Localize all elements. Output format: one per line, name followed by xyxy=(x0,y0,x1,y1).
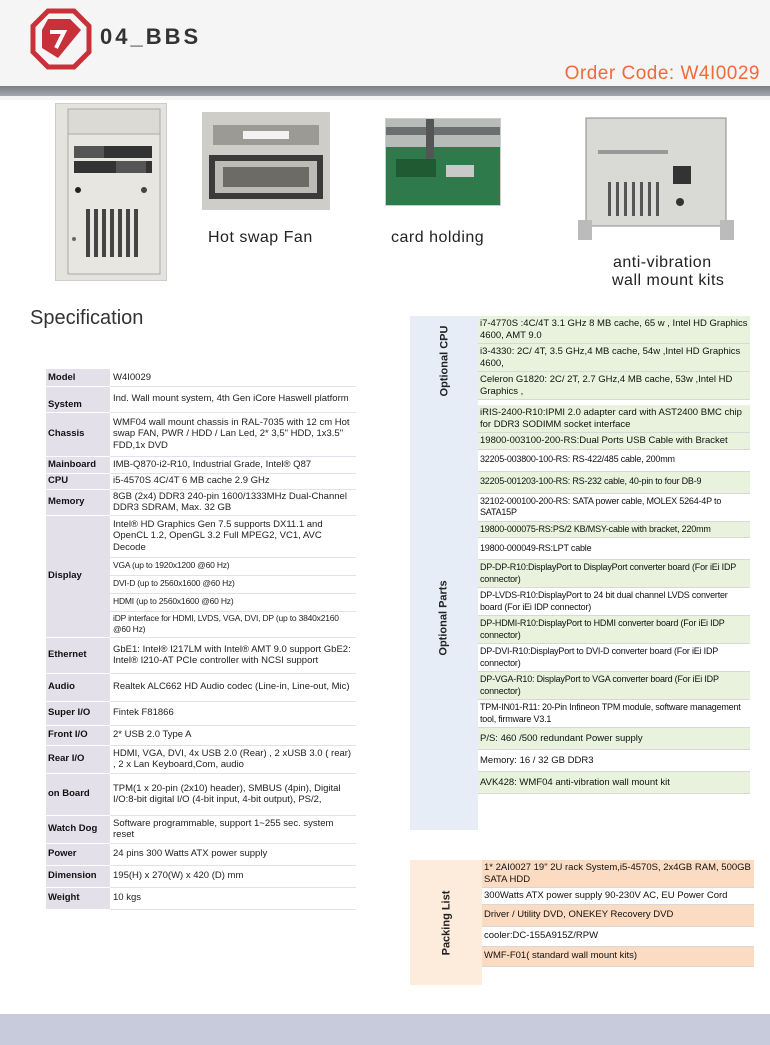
optional-cpu-item: i7-4770S :4C/4T 3.1 GHz 8 MB cache, 65 w , Intel HD Graphics 4600, AMT 9.0 xyxy=(478,316,750,344)
spec-value: Software programmable, support 1~255 sec. system reset xyxy=(110,815,356,843)
optional-cpu-row xyxy=(478,344,750,372)
optional-parts-row xyxy=(478,449,750,471)
optional-parts-item: P/S: 460 /500 redundant Power supply xyxy=(478,728,750,750)
chassis-photo xyxy=(55,103,167,281)
packing-list-label-cell xyxy=(410,860,482,985)
optional-cpu-label-cell xyxy=(410,316,478,405)
spec-key: Power xyxy=(46,843,110,865)
spec-key: Front I/O xyxy=(46,725,110,745)
spec-key: Display xyxy=(46,515,110,637)
optional-parts-row xyxy=(478,560,750,588)
optional-parts-row xyxy=(478,616,750,644)
packing-list-item: WMF-F01( standard wall mount kits) xyxy=(482,946,754,966)
optional-parts-row xyxy=(478,433,750,450)
spec-key: Model xyxy=(46,369,110,386)
optional-parts-item: TPM-IN01-R11: 20-Pin Infineon TPM module, software management tool, firmware V3.1 xyxy=(478,700,750,728)
spec-row-watchdog xyxy=(46,815,356,843)
spec-value: 8GB (2x4) DDR3 240-pin 1600/1333MHz Dual-Channel DDR3 SDRAM, Max. 32 GB xyxy=(110,489,356,515)
optional-parts-item: DP-DP-R10:DisplayPort to DisplayPort converter board (For iEi IDP connector) xyxy=(478,560,750,588)
header xyxy=(0,0,770,100)
optional-parts-row xyxy=(478,471,750,493)
caption-hot-swap-fan: Hot swap Fan xyxy=(208,229,313,246)
spec-value: Realtek ALC662 HD Audio codec (Line-in, Line-out, Mic) xyxy=(110,673,356,701)
spec-row-ethernet xyxy=(46,637,356,673)
optional-cpu-item: i3-4330: 2C/ 4T, 3.5 GHz,4 MB cache, 54w ,Intel HD Graphics 4600, xyxy=(478,344,750,372)
optional-parts-row xyxy=(478,588,750,616)
caption-anti-vibration: anti-vibration xyxy=(613,254,712,271)
spec-row-dimension xyxy=(46,865,356,887)
optional-parts-item: DP-HDMI-R10:DisplayPort to HDMI converter board (For iEi IDP connector) xyxy=(478,616,750,644)
caption-wall-mount-kits: wall mount kits xyxy=(612,272,725,289)
spec-key: on Board xyxy=(46,773,110,815)
optional-parts-row xyxy=(478,750,750,772)
optional-parts-item: 19800-000049-RS:LPT cable xyxy=(478,538,750,560)
spec-row-memory xyxy=(46,489,356,515)
spec-key: Chassis xyxy=(46,412,110,456)
spec-value: IMB-Q870-i2-R10, Industrial Grade, Intel® Q87 xyxy=(110,456,356,473)
order-code: Order Code: W4I0029 xyxy=(564,63,760,84)
optional-cpu-row xyxy=(478,316,750,344)
logo-icon xyxy=(30,8,92,70)
spec-value: WMF04 wall mount chassis in RAL-7035 with 12 cm Hot swap FAN, PWR / HDD / Lan Led, 2* 3,5" HDD, 1x3.5" FDD,1x DVD xyxy=(110,412,356,456)
spec-key: CPU xyxy=(46,473,110,489)
spec-value: GbE1: Intel® I217LM with Intel® AMT 9.0 support GbE2: Intel® I210-AT PCIe controller with NCSI support xyxy=(110,637,356,673)
wall-mount-photo xyxy=(568,110,746,244)
spec-value: 24 pins 300 Watts ATX power supply xyxy=(110,843,356,865)
optional-parts-item: 32205-003800-100-RS: RS-422/485 cable, 200mm xyxy=(478,449,750,471)
spec-value: 10 kgs xyxy=(110,887,356,909)
optional-parts-item: DP-LVDS-R10:DisplayPort to 24 bit dual channel LVDS converter board (For iEi IDP connector) xyxy=(478,588,750,616)
spec-value: iDP interface for HDMI, LVDS, VGA, DVI, DP (up to 3840x2160 @60 Hz) xyxy=(110,611,356,637)
caption-card-holding: card holding xyxy=(391,229,485,246)
packing-list-row xyxy=(482,888,754,905)
spec-value: 2* USB 2.0 Type A xyxy=(110,725,356,745)
hot-swap-fan-photo xyxy=(202,112,330,210)
spec-key: Dimension xyxy=(46,865,110,887)
optional-parts-row xyxy=(478,493,750,521)
optional-parts-item: AVK428: WMF04 anti-vibration wall mount kit xyxy=(478,772,750,794)
spec-key: Watch Dog xyxy=(46,815,110,843)
spec-key: Rear I/O xyxy=(46,745,110,773)
spec-title: Specification xyxy=(30,307,144,329)
spec-value: HDMI (up to 2560x1600 @60 Hz) xyxy=(110,593,356,611)
packing-list-item: Driver / Utility DVD, ONEKEY Recovery DVD xyxy=(482,904,754,926)
spec-row-mainboard xyxy=(46,456,356,473)
spec-value: i5-4570S 4C/4T 6 MB cache 2.9 GHz xyxy=(110,473,356,489)
spec-key: Mainboard xyxy=(46,456,110,473)
optional-cpu-table xyxy=(478,316,750,400)
header-bar xyxy=(0,86,770,96)
spec-value: W4I0029 xyxy=(110,369,356,386)
spec-row-cpu xyxy=(46,473,356,489)
optional-parts-row xyxy=(478,728,750,750)
spec-row-superio xyxy=(46,701,356,725)
spec-row-reario xyxy=(46,745,356,773)
spec-key: System xyxy=(46,386,110,412)
optional-parts-item: Memory: 16 / 32 GB DDR3 xyxy=(478,750,750,772)
optional-cpu-item: Celeron G1820: 2C/ 2T, 2.7 GHz,4 MB cache, 53w ,Intel HD Graphics , xyxy=(478,372,750,400)
spec-row-frontio xyxy=(46,725,356,745)
optional-parts-row xyxy=(478,772,750,794)
spec-value: Fintek F81866 xyxy=(110,701,356,725)
spec-value: VGA (up to 1920x1200 @60 Hz) xyxy=(110,557,356,575)
optional-cpu-label: Optional CPU xyxy=(438,325,451,396)
optional-parts-item: iRIS-2400-R10:IPMI 2.0 adapter card with AST2400 BMC chip for DDR3 SODIMM socket interface xyxy=(478,405,750,433)
spec-row-display xyxy=(46,515,356,557)
spec-key: Ethernet xyxy=(46,637,110,673)
spec-row-weight xyxy=(46,887,356,909)
optional-parts-item: DP-DVI-R10:DisplayPort to DVI-D converter board (For iEi IDP connector) xyxy=(478,644,750,672)
optional-parts-row xyxy=(478,538,750,560)
spec-row-power xyxy=(46,843,356,865)
spec-key: Weight xyxy=(46,887,110,909)
packing-list-item: 1* 2AI0027 19" 2U rack System,i5-4570S, 2x4GB RAM, 500GB SATA HDD xyxy=(482,860,754,888)
optional-parts-item: 19800-000075-RS:PS/2 KB/MSY-cable with bracket, 220mm xyxy=(478,521,750,538)
optional-parts-item: 32205-001203-100-RS: RS-232 cable, 40-pin to four DB-9 xyxy=(478,471,750,493)
optional-parts-item: 19800-003100-200-RS:Dual Ports USB Cable with Bracket xyxy=(478,433,750,450)
spec-value: Ind. Wall mount system, 4th Gen iCore Haswell platform xyxy=(110,386,356,412)
spec-row-audio xyxy=(46,673,356,701)
optional-parts-row xyxy=(478,672,750,700)
optional-parts-row xyxy=(478,521,750,538)
footer-bar xyxy=(0,1014,770,1045)
optional-parts-label-cell xyxy=(410,405,478,830)
spec-row-system xyxy=(46,386,356,412)
spec-value: Intel® HD Graphics Gen 7.5 supports DX11.1 and OpenCL 1.2, OpenGL 3.2 Full MPEG2, VC1, AVC Decode xyxy=(110,515,356,557)
packing-list-item: 300Watts ATX power supply 90-230V AC, EU Power Cord xyxy=(482,888,754,905)
card-holding-photo xyxy=(385,118,501,206)
spec-value: TPM(1 x 20-pin (2x10) header), SMBUS (4pin), Digital I/O:8-bit digital I/O (4-bit input, 4-bit output), PS/2, xyxy=(110,773,356,815)
spec-table xyxy=(46,369,356,910)
spec-key: Memory xyxy=(46,489,110,515)
packing-list-item: cooler:DC-155A915Z/RPW xyxy=(482,926,754,946)
spec-value: 195(H) x 270(W) x 420 (D) mm xyxy=(110,865,356,887)
packing-list-row xyxy=(482,946,754,966)
spec-key: Audio xyxy=(46,673,110,701)
packing-list-row xyxy=(482,860,754,888)
spec-key: Super I/O xyxy=(46,701,110,725)
optional-cpu-row xyxy=(478,372,750,400)
optional-parts-item: DP-VGA-R10: DisplayPort to VGA converter board (For iEi IDP connector) xyxy=(478,672,750,700)
optional-parts-row xyxy=(478,405,750,433)
spec-row-model xyxy=(46,369,356,386)
spec-row-onboard xyxy=(46,773,356,815)
spec-value: DVI-D (up to 2560x1600 @60 Hz) xyxy=(110,575,356,593)
optional-parts-row xyxy=(478,644,750,672)
brand-name: 04_BBS xyxy=(100,24,202,49)
spec-row-chassis xyxy=(46,412,356,456)
optional-parts-item: 32102-000100-200-RS: SATA power cable, MOLEX 5264-4P to SATA15P xyxy=(478,493,750,521)
optional-parts-row xyxy=(478,700,750,728)
packing-list-row xyxy=(482,904,754,926)
optional-parts-label: Optional Parts xyxy=(438,579,450,656)
packing-list-label: Packing List xyxy=(439,890,452,955)
packing-list-row xyxy=(482,926,754,946)
optional-parts-table xyxy=(478,405,750,794)
spec-value: HDMI, VGA, DVI, 4x USB 2.0 (Rear) , 2 xUSB 3.0 ( rear) , 2 x Lan Keyboard,Com, audio xyxy=(110,745,356,773)
packing-list-table xyxy=(482,860,754,967)
